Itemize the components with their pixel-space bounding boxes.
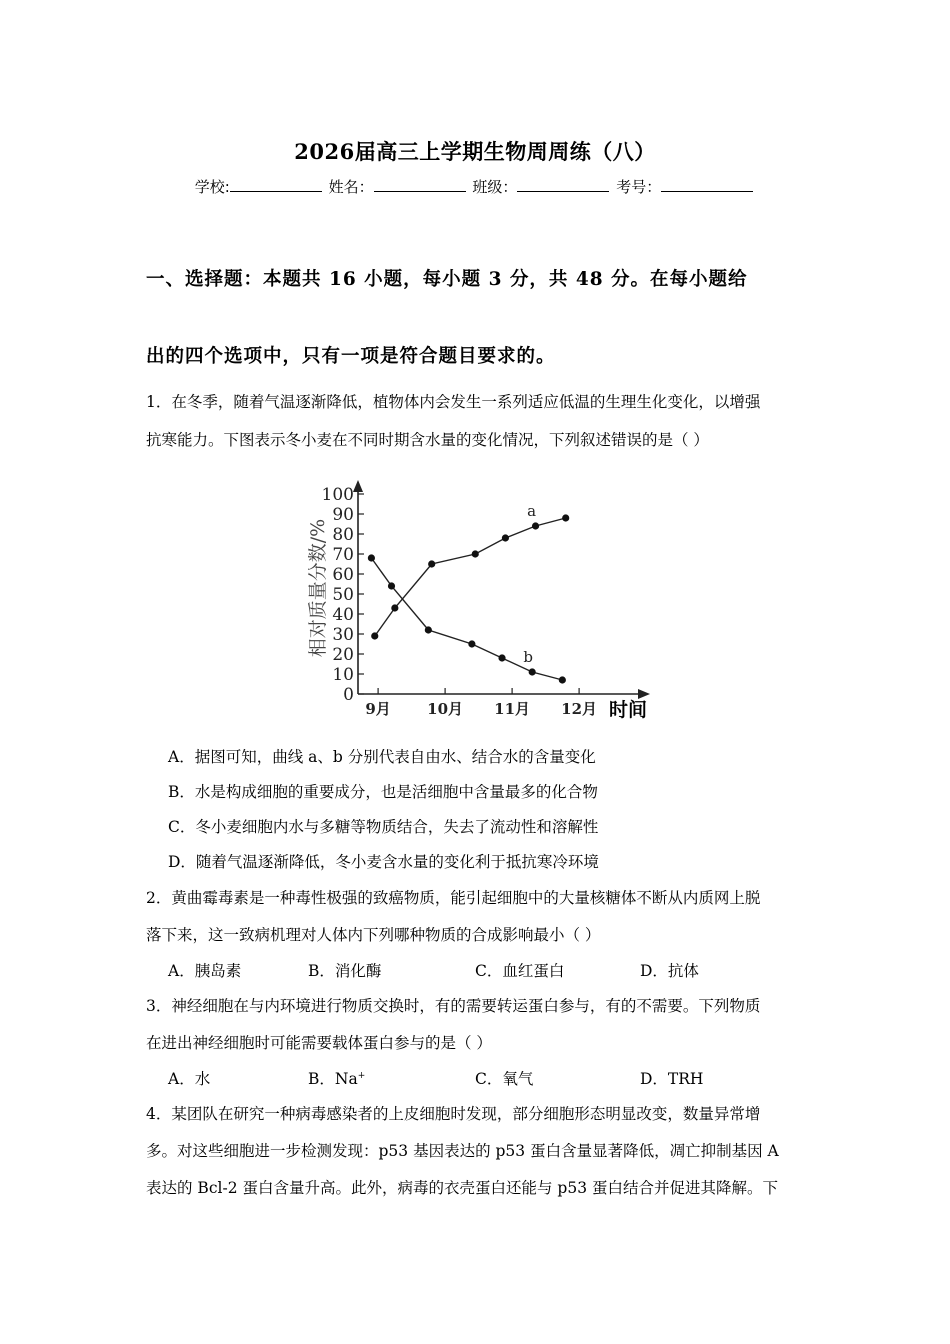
q3-option-a[interactable]: A．水: [168, 1070, 211, 1088]
x-tick-label: 9月: [365, 700, 391, 718]
data-point-a: [371, 632, 378, 639]
y-axis-label: 相对质量分数/%: [307, 518, 329, 658]
q3-stem-line1: 3．神经细胞在与内环境进行物质交换时，有的需要转运蛋白参与，有的不需要。下列物质: [146, 997, 761, 1015]
chart-series: [368, 502, 570, 684]
class-label: 班级：: [472, 178, 518, 196]
page-title: 2026届高三上学期生物周周练（八）: [294, 139, 656, 164]
data-point-b: [498, 654, 505, 661]
data-point-a: [562, 514, 569, 521]
data-point-b: [388, 582, 395, 589]
q3-option-d[interactable]: D．TRH: [640, 1070, 704, 1088]
name-blank[interactable]: [374, 177, 466, 192]
water-content-chart: [298, 478, 658, 726]
y-tick-label: 40: [332, 605, 354, 625]
data-point-b: [425, 626, 432, 633]
q3-option-c[interactable]: C．氧气: [475, 1070, 534, 1088]
data-point-b: [468, 640, 475, 647]
y-tick-label: 20: [332, 645, 354, 665]
school-blank[interactable]: [230, 177, 322, 192]
data-point-a: [502, 534, 509, 541]
q2-option-a[interactable]: A．胰岛素: [168, 962, 242, 980]
y-tick-label: 50: [332, 585, 354, 605]
q1-option-a[interactable]: A．据图可知，曲线 a、b 分别代表自由水、结合水的含量变化: [168, 748, 596, 766]
exam-number-label: 考号：: [616, 178, 662, 196]
q2-option-b[interactable]: B．消化酶: [308, 962, 382, 980]
q4-stem-line2: 多。对这些细胞进一步检测发现：p53 基因表达的 p53 蛋白含量显著降低，凋亡抑制基因 A: [146, 1142, 779, 1160]
series-line-a: [375, 518, 566, 636]
x-tick-label: 10月: [427, 700, 464, 718]
q4-stem-line3: 表达的 Bcl-2 蛋白含量升高。此外，病毒的衣壳蛋白还能与 p53 蛋白结合并促进其降解。下: [146, 1179, 778, 1197]
q2-option-d[interactable]: D．抗体: [640, 962, 699, 980]
q4-stem-line1: 4．某团队在研究一种病毒感染者的上皮细胞时发现，部分细胞形态明显改变，数量异常增: [146, 1105, 761, 1123]
y-tick-label: 70: [332, 545, 354, 565]
y-tick-label: 100: [321, 485, 354, 505]
section-heading-line2: 出的四个选项中，只有一项是符合题目要求的。: [146, 346, 556, 367]
q1-stem-line1: 1．在冬季，随着气温逐渐降低，植物体内会发生一系列适应低温的生理生化变化，以增强: [146, 393, 761, 411]
q3-option-b-text: B．Na: [308, 1070, 358, 1088]
q1-option-c[interactable]: C．冬小麦细胞内水与多糖等物质结合，失去了流动性和溶解性: [168, 818, 599, 836]
series-label-b: b: [523, 648, 534, 666]
q1-option-b[interactable]: B．水是构成细胞的重要成分，也是活细胞中含量最多的化合物: [168, 783, 598, 801]
data-point-a: [532, 522, 539, 529]
y-axis-arrow: [353, 480, 363, 492]
x-axis-ticks: [365, 688, 597, 718]
q1-option-d[interactable]: D．随着气温逐渐降低，冬小麦含水量的变化利于抵抗寒冷环境: [168, 853, 599, 871]
class-blank[interactable]: [517, 177, 609, 192]
data-point-b: [559, 676, 566, 683]
q2-stem-line1: 2．黄曲霉毒素是一种毒性极强的致癌物质，能引起细胞中的大量核糖体不断从内质网上脱: [146, 889, 761, 907]
y-tick-label: 30: [332, 625, 354, 645]
q1-stem-line2: 抗寒能力。下图表示冬小麦在不同时期含水量的变化情况，下列叙述错误的是（ ）: [146, 431, 709, 449]
data-point-a: [472, 550, 479, 557]
x-axis-label: 时间: [608, 699, 648, 721]
q3-option-b-charge: +: [357, 1070, 366, 1081]
x-tick-label: 12月: [561, 700, 598, 718]
q3-stem-line2: 在进出神经细胞时可能需要载体蛋白参与的是（ ）: [146, 1034, 492, 1052]
data-point-b: [529, 668, 536, 675]
q2-stem-line2: 落下来，这一致病机理对人体内下列哪种物质的合成影响最小（ ）: [146, 926, 601, 944]
x-axis-arrow: [638, 689, 650, 699]
q3-option-b[interactable]: [308, 1067, 365, 1089]
exam-number-blank[interactable]: [661, 177, 753, 192]
student-info-row: [0, 176, 950, 197]
y-tick-label: 80: [332, 525, 354, 545]
data-point-a: [428, 560, 435, 567]
name-label: 姓名：: [328, 178, 374, 196]
y-tick-label: 0: [343, 685, 354, 705]
y-tick-label: 10: [332, 665, 354, 685]
series-label-a: a: [527, 502, 537, 520]
chart-axes: [353, 480, 650, 699]
school-label: 学校:: [194, 178, 230, 196]
data-point-a: [391, 604, 398, 611]
y-tick-label: 90: [332, 505, 354, 525]
x-tick-label: 11月: [494, 700, 531, 718]
series-line-b: [371, 558, 562, 680]
data-point-b: [368, 554, 375, 561]
q2-option-c[interactable]: C．血红蛋白: [475, 962, 565, 980]
section-heading-line1: 一、选择题：本题共 16 小题，每小题 3 分，共 48 分。在每小题给: [146, 269, 748, 290]
y-tick-label: 60: [332, 565, 354, 585]
